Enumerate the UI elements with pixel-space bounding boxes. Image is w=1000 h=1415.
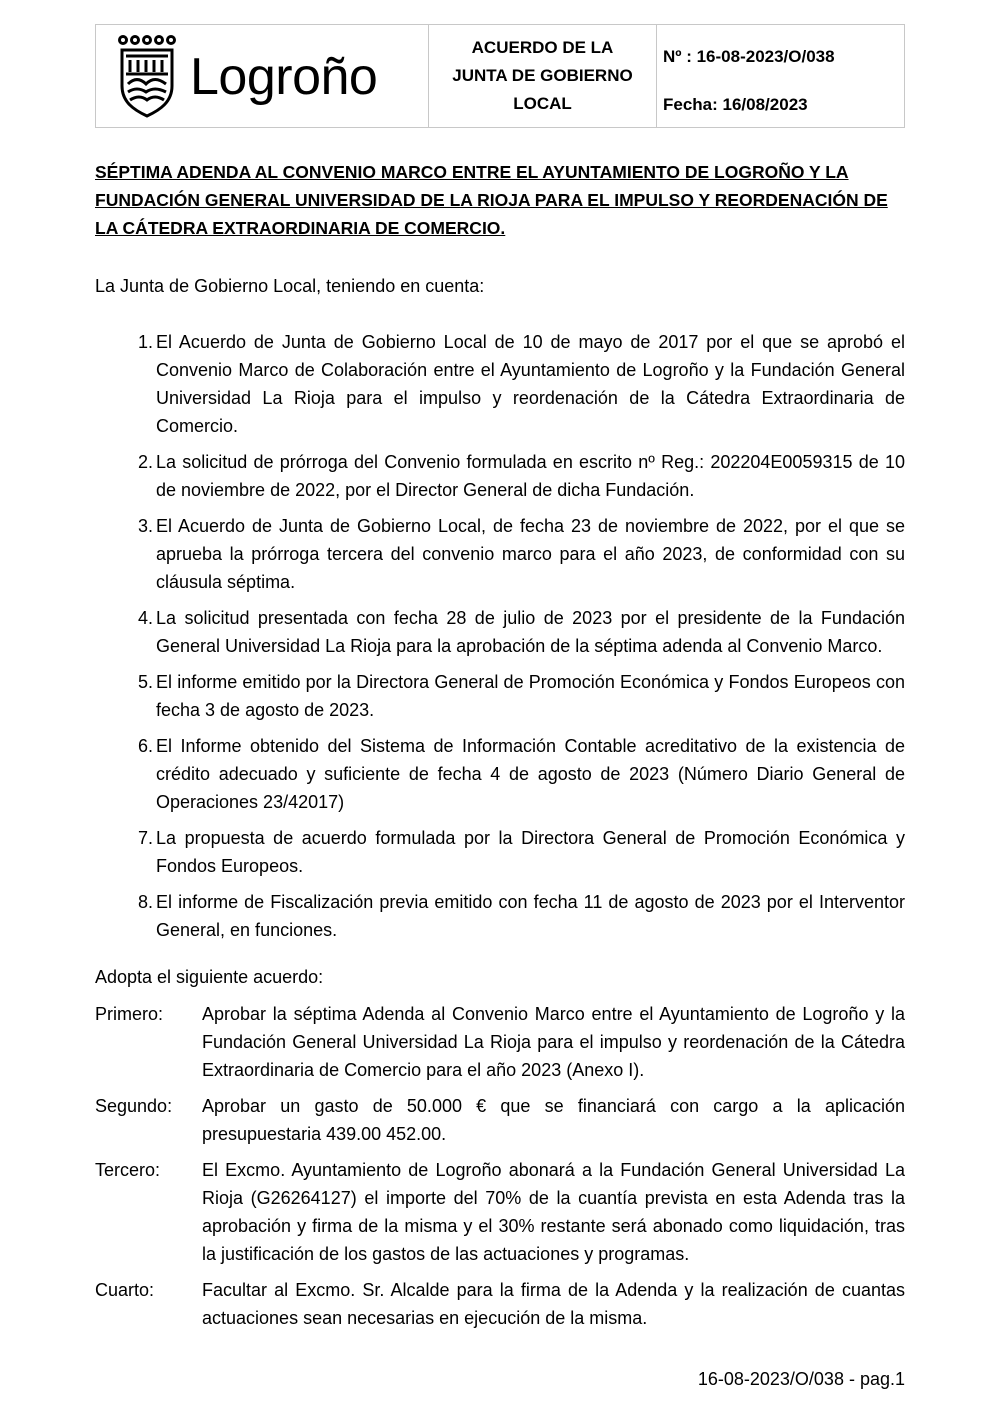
document-number: Nº : 16-08-2023/O/038 — [663, 47, 835, 66]
agreement-label: Cuarto: — [95, 1280, 155, 1300]
list-item-number: 5. — [138, 672, 154, 692]
list-item — [95, 604, 905, 660]
agreement-text: Aprobar un gasto de 50.000 € que se financiará con cargo a la aplicación presupuestaria 439.00 452.00. — [202, 1096, 905, 1144]
header-title-line: ACUERDO DE LA — [471, 38, 614, 57]
list-item-number: 6. — [138, 736, 154, 756]
logrono-shield-icon — [118, 34, 176, 118]
list-item — [95, 732, 905, 816]
list-item-text: El Acuerdo de Junta de Gobierno Local de 10 de mayo de 2017 por el que se aprobó el Convenio Marco de Colaboración entre el Ayuntamiento de Logroño y la Fundación General Universidad La Rioja para el impulso y reordenación de la Cátedra Extraordinaria de Comercio. — [156, 332, 905, 436]
agreement-label: Segundo: — [95, 1096, 173, 1116]
list-item-text: La propuesta de acuerdo formulada por la Directora General de Promoción Económica y Fondos Europeos. — [156, 828, 905, 876]
agreement-text: Facultar al Excmo. Sr. Alcalde para la firma de la Adenda y la realización de cuantas actuaciones sean necesarias en ejecución de la misma. — [202, 1280, 905, 1328]
agreement-item — [95, 1156, 905, 1268]
header-title-line: JUNTA DE GOBIERNO — [452, 66, 633, 85]
adopta-text: Adopta el siguiente acuerdo: — [95, 967, 324, 987]
agreements-list — [95, 1000, 905, 1340]
list-item — [95, 824, 905, 880]
list-item-number: 2. — [138, 452, 154, 472]
logo-wordmark: Logroño — [190, 48, 378, 106]
logo — [96, 25, 429, 127]
agreement-text: Aprobar la séptima Adenda al Convenio Marco entre el Ayuntamiento de Logroño y la Fundación General Universidad La Rioja para el impulso y reordenación de la Cátedra Extraordinaria de Comercio para el año 2023 (Anexo I). — [202, 1004, 905, 1080]
list-item — [95, 888, 905, 944]
agreement-label: Tercero: — [95, 1160, 161, 1180]
list-item-number: 1. — [138, 332, 154, 352]
list-item-text: La solicitud de prórroga del Convenio formulada en escrito nº Reg.: 202204E0059315 de 10 de noviembre de 2022, por el Director General de dicha Fundación. — [156, 452, 905, 500]
list-item-text: La solicitud presentada con fecha 28 de julio de 2023 por el presidente de la Fundación General Universidad La Rioja para la aprobación de la séptima adenda al Convenio Marco. — [156, 608, 905, 656]
agreement-item — [95, 1000, 905, 1084]
document-date: Fecha: 16/08/2023 — [663, 95, 808, 114]
header-title — [429, 25, 657, 127]
list-item-number: 8. — [138, 892, 154, 912]
list-item — [95, 328, 905, 440]
document-header — [95, 24, 905, 128]
list-item-number: 7. — [138, 828, 154, 848]
list-item-text: El informe emitido por la Directora General de Promoción Económica y Fondos Europeos con fecha 3 de agosto de 2023. — [156, 672, 905, 720]
considerations-list — [95, 328, 905, 952]
list-item-text: El Informe obtenido del Sistema de Información Contable acreditativo de la existencia de crédito adecuado y suficiente de fecha 4 de agosto de 2023 (Número Diario General de Operaciones 23/42017) — [156, 736, 905, 812]
header-meta — [657, 25, 904, 127]
intro-text: La Junta de Gobierno Local, teniendo en cuenta: — [95, 276, 485, 296]
list-item — [95, 448, 905, 504]
list-item — [95, 512, 905, 596]
header-title-line: LOCAL — [513, 94, 572, 113]
page-footer: 16-08-2023/O/038 - pag.1 — [697, 1369, 905, 1389]
document-title: SÉPTIMA ADENDA AL CONVENIO MARCO ENTRE EL AYUNTAMIENTO DE LOGROÑO Y LA FUNDACIÓN GENERAL UNIVERSIDAD DE LA RIOJA PARA EL IMPULSO Y REORDENACIÓN DE LA CÁTEDRA EXTRAORDINARIA DE COMERCIO. — [95, 162, 888, 238]
list-item-text: El Acuerdo de Junta de Gobierno Local, de fecha 23 de noviembre de 2022, por el que se aprueba la prórroga tercera del convenio marco para el año 2023, de conformidad con su cláusula séptima. — [156, 516, 905, 592]
agreement-item — [95, 1276, 905, 1332]
list-item-number: 4. — [138, 608, 154, 628]
agreement-item — [95, 1092, 905, 1148]
agreement-label: Primero: — [95, 1004, 164, 1024]
list-item-number: 3. — [138, 516, 154, 536]
agreement-text: El Excmo. Ayuntamiento de Logroño abonará a la Fundación General Universidad La Rioja (G26264127) el importe del 70% de la cuantía prevista en esta Adenda tras la aprobación y firma de la misma y el 30% restante será abonado como liquidación, tras la justificación de los gastos de las actuaciones y programas. — [202, 1160, 905, 1264]
list-item-text: El informe de Fiscalización previa emitido con fecha 11 de agosto de 2023 por el Interventor General, en funciones. — [156, 892, 905, 940]
list-item — [95, 668, 905, 724]
